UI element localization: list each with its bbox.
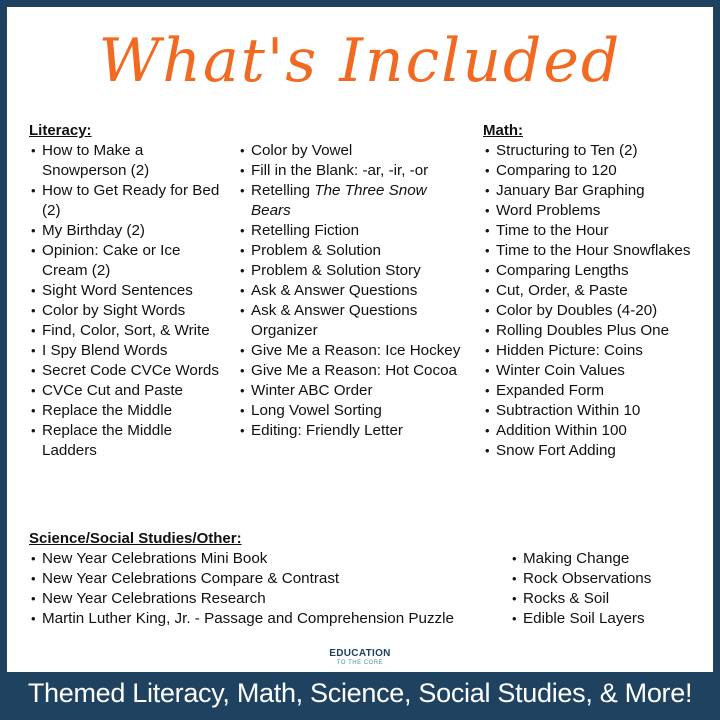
math-heading: Math:: [483, 122, 523, 139]
literacy-column-2: [238, 141, 468, 441]
list-item: • Ask & Answer Questions: [238, 281, 468, 301]
list-item: • New Year Celebrations Research: [29, 589, 499, 609]
list-item: • Rolling Doubles Plus One: [483, 321, 713, 341]
list-item: • Comparing Lengths: [483, 261, 713, 281]
science-heading: Science/Social Studies/Other:: [29, 530, 242, 547]
list-item: • Word Problems: [483, 201, 713, 221]
list-item: • Time to the Hour Snowflakes: [483, 241, 713, 261]
science-column-2: [510, 549, 710, 629]
bottom-banner: Themed Literacy, Math, Science, Social Studies, & More!: [27, 678, 693, 708]
content-card: [7, 7, 713, 672]
list-item: • Color by Sight Words: [29, 301, 229, 321]
list-item: • How to Make a Snowperson (2): [29, 141, 229, 181]
list-item: • Snow Fort Adding: [483, 441, 713, 461]
list-item: • I Spy Blend Words: [29, 341, 229, 361]
retelling-prefix: Retelling: [251, 182, 315, 199]
book-title: The Three Snow Bears: [251, 182, 427, 219]
page-title: What's Included: [98, 26, 622, 96]
list-item: • Replace the Middle Ladders: [29, 421, 229, 461]
list-item: • Rock Observations: [510, 569, 710, 589]
list-item: • Time to the Hour: [483, 221, 713, 241]
logo-main-text: EDUCATION: [329, 648, 391, 659]
literacy-heading: Literacy:: [29, 122, 92, 139]
list-item: • Rocks & Soil: [510, 589, 710, 609]
list-item: • How to Get Ready for Bed (2): [29, 181, 229, 221]
list-item: • Problem & Solution: [238, 241, 468, 261]
brand-logo: [7, 646, 713, 667]
list-item: • Sight Word Sentences: [29, 281, 229, 301]
list-item: • Opinion: Cake or Ice Cream (2): [29, 241, 229, 281]
list-item: • Color by Doubles (4-20): [483, 301, 713, 321]
list-item: • Secret Code CVCe Words: [29, 361, 229, 381]
list-item: • January Bar Graphing: [483, 181, 713, 201]
list-item: • Addition Within 100: [483, 421, 713, 441]
list-item: • Expanded Form: [483, 381, 713, 401]
list-item: • Cut, Order, & Paste: [483, 281, 713, 301]
list-item-retelling: [238, 181, 468, 221]
list-item: • Fill in the Blank: -ar, -ir, -or: [238, 161, 468, 181]
list-item: • Structuring to Ten (2): [483, 141, 713, 161]
list-item: • My Birthday (2): [29, 221, 229, 241]
list-item: • Ask & Answer Questions Organizer: [238, 301, 468, 341]
list-item: • Give Me a Reason: Hot Cocoa: [238, 361, 468, 381]
list-item: • Editing: Friendly Letter: [238, 421, 468, 441]
logo-sub-text: TO THE CORE: [336, 660, 384, 666]
list-item: • Subtraction Within 10: [483, 401, 713, 421]
list-item: • New Year Celebrations Mini Book: [29, 549, 499, 569]
list-item: • Color by Vowel: [238, 141, 468, 161]
science-list-2: [510, 549, 710, 629]
literacy-column-1: [29, 121, 229, 461]
math-column: [483, 121, 713, 461]
science-column-1: [29, 529, 499, 629]
literacy-list-2: [238, 141, 468, 441]
list-item: • Give Me a Reason: Ice Hockey: [238, 341, 468, 361]
list-item: • Replace the Middle: [29, 401, 229, 421]
list-item: • New Year Celebrations Compare & Contrast: [29, 569, 499, 589]
list-item: • Edible Soil Layers: [510, 609, 710, 629]
math-list: [483, 141, 713, 461]
list-item: • Winter Coin Values: [483, 361, 713, 381]
list-item: • Martin Luther King, Jr. - Passage and Comprehension Puzzle: [29, 609, 499, 629]
list-item: • Making Change: [510, 549, 710, 569]
list-item: • Winter ABC Order: [238, 381, 468, 401]
list-item: • Comparing to 120: [483, 161, 713, 181]
list-item: • CVCe Cut and Paste: [29, 381, 229, 401]
list-item: • Hidden Picture: Coins: [483, 341, 713, 361]
science-list-1: [29, 549, 499, 629]
list-item: • Find, Color, Sort, & Write: [29, 321, 229, 341]
list-item: • Problem & Solution Story: [238, 261, 468, 281]
literacy-list-1: [29, 141, 229, 461]
list-item: • Long Vowel Sorting: [238, 401, 468, 421]
list-item: • Retelling Fiction: [238, 221, 468, 241]
